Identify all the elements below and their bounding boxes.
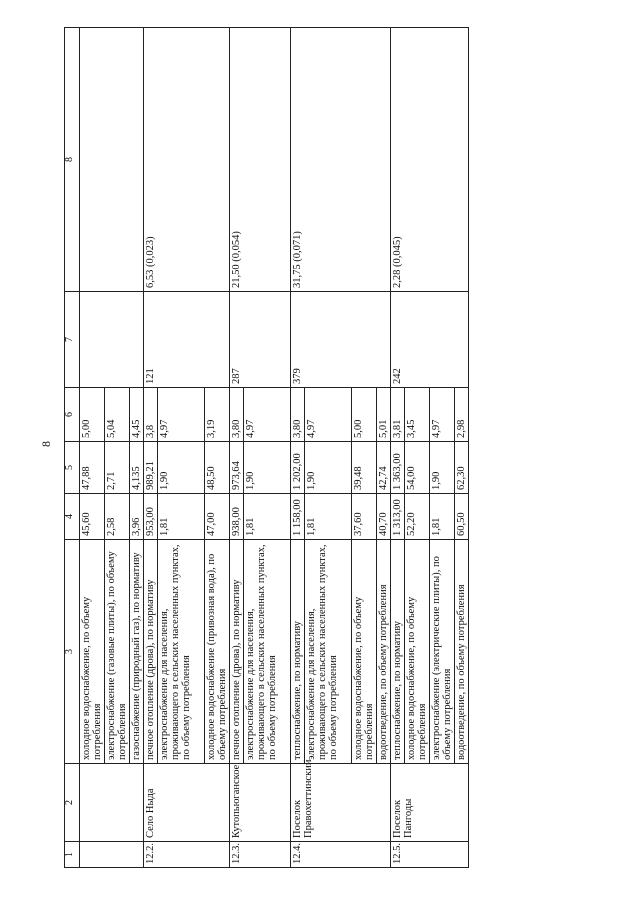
cell-tariff-b: 1 202,00 [291,442,305,494]
cell-num: 12.3. [230,842,291,868]
cell-service: холодное водоснабжение, по объему потребления [405,540,430,764]
cell-population: 287 [230,292,291,388]
page-number: 8 [39,441,53,447]
cell-tariff-a: 52,20 [405,494,430,540]
cell-norm: 5,00 [352,388,377,442]
cell-tariff-a: 37,60 [352,494,377,540]
cell-tariff-a: 1,81 [430,494,455,540]
cell-norm: 2,98 [455,388,469,442]
cell-service: водоотведение, по объему потребления [377,540,391,764]
cell-population: 121 [144,292,230,388]
col-header: 6 [65,388,80,442]
cell-norm: 3,80 [291,388,305,442]
cell-name: Село Ныда [144,764,230,842]
cell-tariff-a: 1,81 [158,494,205,540]
cell-name: Поселок Правохеттинский [291,764,391,842]
cell-increase: 31,75 (0,071) [291,28,391,292]
cell-service: электроснабжение для населения, проживающего в сельских населенных пунктах, по объему потребления [305,540,352,764]
cell-tariff-a: 40,70 [377,494,391,540]
cell-service: электроснабжение (газовые плиты), по объему потребления [105,540,130,764]
cell-service: электроснабжение для населения, проживающего в сельских населенных пунктах, по объему потребления [244,540,291,764]
cell-norm: 4,97 [305,388,352,442]
cell-tariff-a: 938,00 [230,494,244,540]
table-row [391,28,405,868]
cell-service: холодное водоснабжение, по объему потребления [80,540,105,764]
col-header: 2 [65,764,80,842]
cell-norm: 5,00 [80,388,105,442]
col-header: 1 [65,842,80,868]
cell-service: холодное водоснабжение, по объему потребления [352,540,377,764]
cell-norm: 3,81 [391,388,405,442]
cell-tariff-b: 48,50 [205,442,230,494]
cell-increase: 2,28 (0,045) [391,28,469,292]
cell-tariff-a: 953,00 [144,494,158,540]
cell-service: электроснабжение (электрические плиты), по объему потребления [430,540,455,764]
cell-service: холодное водоснабжение (привозная вода), по объему потребления [205,540,230,764]
cell-service: газоснабжение (природный газ), по нормативу [130,540,144,764]
cell-norm: 4,97 [244,388,291,442]
cell-norm: 3,19 [205,388,230,442]
table-row [230,28,244,868]
cell-tariff-a: 47,00 [205,494,230,540]
cell-population: 242 [391,292,469,388]
cell-tariff-b: 989,21 [144,442,158,494]
col-header: 4 [65,494,80,540]
cell-tariff-b: 4,135 [130,442,144,494]
table-row [291,28,305,868]
cell-service: теплоснабжение, по нормативу [391,540,405,764]
cell-increase: 21,50 (0,054) [230,28,291,292]
cell-tariff-a: 3,96 [130,494,144,540]
cell-num: 12.4. [291,842,391,868]
cell-tariff-a: 1,81 [305,494,352,540]
cell-increase: 6,53 (0,023) [144,28,230,292]
cell-increase [80,28,144,292]
cell-name [80,764,144,842]
cell-tariff-b: 1 363,00 [391,442,405,494]
cell-norm: 4,97 [158,388,205,442]
tariff-table [64,27,469,868]
cell-norm: 4,45 [130,388,144,442]
cell-tariff-a: 1 158,00 [291,494,305,540]
cell-tariff-b: 1,90 [244,442,291,494]
cell-tariff-a: 1,81 [244,494,291,540]
cell-tariff-a: 2,58 [105,494,130,540]
cell-tariff-b: 1,90 [158,442,205,494]
cell-population [80,292,144,388]
col-header: 8 [65,28,80,292]
cell-name: Поселок Пангоды [391,764,469,842]
cell-service: печное отопление (дрова), по нормативу [144,540,158,764]
cell-norm: 3,80 [230,388,244,442]
cell-norm: 5,04 [105,388,130,442]
cell-tariff-b: 42,74 [377,442,391,494]
cell-num [80,842,144,868]
cell-name: Кутопьюганское [230,764,291,842]
table-row [144,28,158,868]
cell-tariff-b: 54,00 [405,442,430,494]
cell-population: 379 [291,292,391,388]
cell-tariff-b: 39,48 [352,442,377,494]
cell-norm: 3,8 [144,388,158,442]
cell-tariff-b: 2,71 [105,442,130,494]
col-header: 5 [65,442,80,494]
cell-tariff-b: 62,30 [455,442,469,494]
header-row [65,28,80,868]
cell-tariff-b: 47,88 [80,442,105,494]
cell-tariff-b: 1,90 [305,442,352,494]
cell-norm: 5,01 [377,388,391,442]
cell-norm: 3,45 [405,388,430,442]
cell-num: 12.2. [144,842,230,868]
cell-num: 12.5. [391,842,469,868]
cell-tariff-a: 1 313,00 [391,494,405,540]
cell-norm: 4,97 [430,388,455,442]
col-header: 3 [65,540,80,764]
rotated-page [64,28,602,868]
cell-service: водоотведение, по объему потребления [455,540,469,764]
cell-tariff-a: 60,50 [455,494,469,540]
cell-tariff-b: 973,64 [230,442,244,494]
table-row [80,28,105,868]
cell-tariff-b: 1,90 [430,442,455,494]
cell-service: печное отопление (дрова), по нормативу [230,540,244,764]
cell-service: электроснабжение для населения, проживающего в сельских населенных пунктах, по объему потребления [158,540,205,764]
col-header: 7 [65,292,80,388]
cell-service: теплоснабжение, по нормативу [291,540,305,764]
cell-tariff-a: 45,60 [80,494,105,540]
